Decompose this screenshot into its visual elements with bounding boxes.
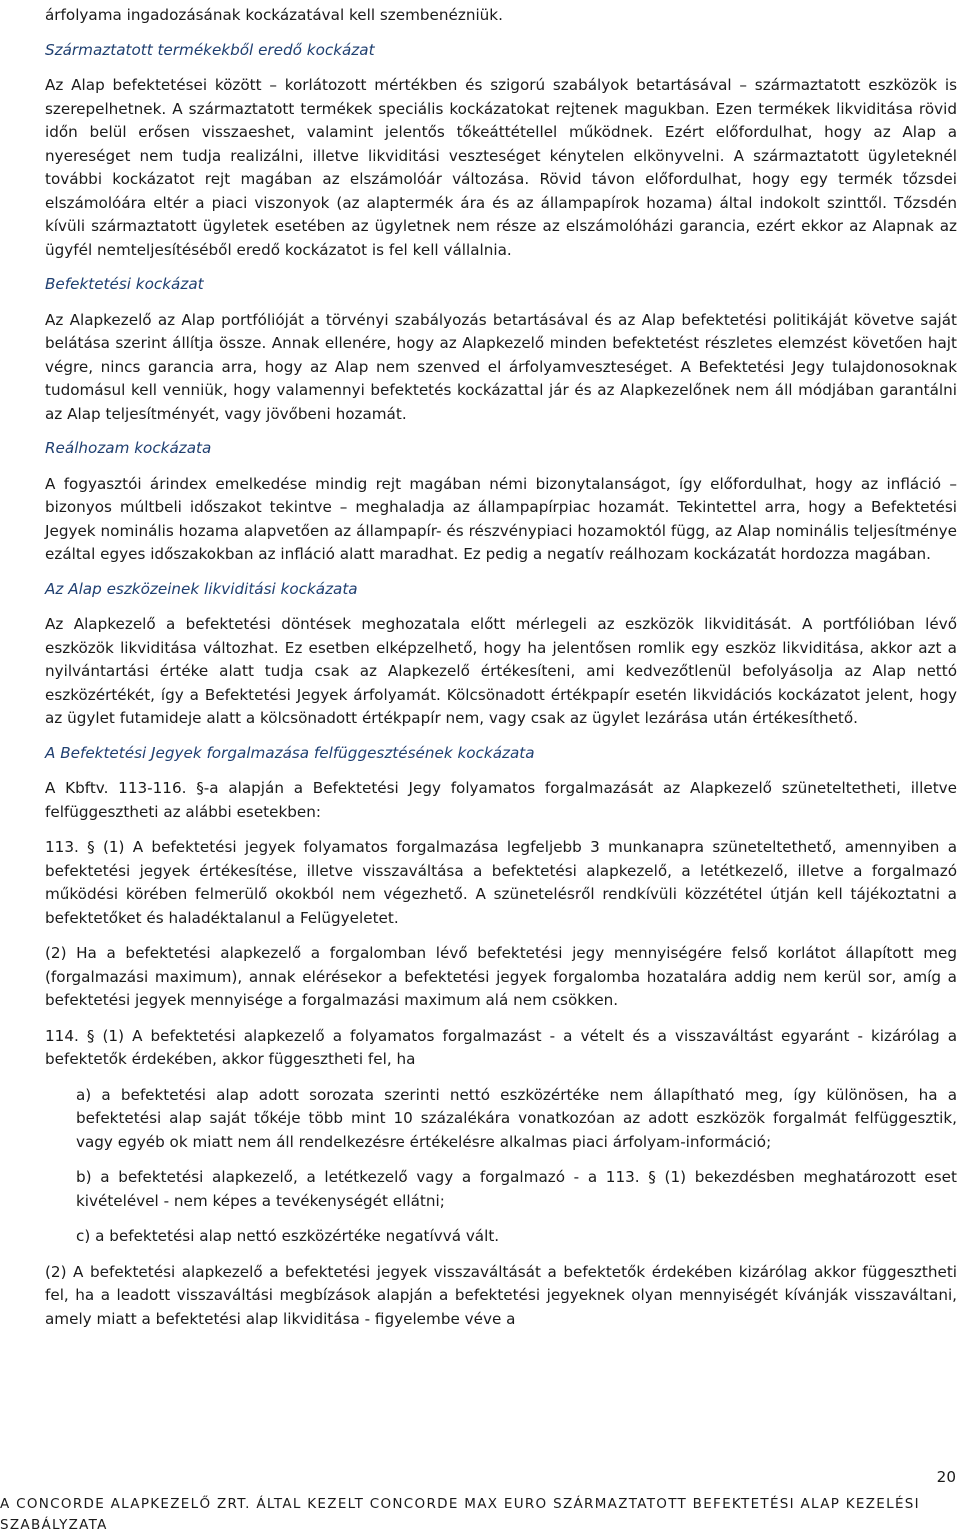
list-item: b) a befektetési alapkezelő, a letétkezelő vagy a forgalmazó - a 113. § (1) bekezdésben meghatározott eset kivételével - nem képes a tevékenységét ellátni;: [76, 1168, 957, 1210]
section-heading-real-yield-risk: Reálhozam kockázata: [45, 439, 212, 457]
footer: A CONCORDE ALAPKEZELŐ ZRT. ÁLTAL KEZELT CONCORDE MAX EURO SZÁRMAZTATOTT BEFEKTETÉSI ALAP KEZELÉSI SZABÁLYZATA: [0, 1496, 920, 1533]
paragraph: Az Alapkezelő a befektetési döntések meghozatala előtt mérlegeli az eszközök likviditását. A portfólióban lévő eszközök likviditása változhat. Ez esetben elképzelhető, hogy ha jelentősen romlik egy eszköz likviditása, akkor azt a nyilvántartási értéke alatt tudja csak az Alapkezelő értékesíteni, ami kedvezőtlenül befolyásolja az Alap nettó eszközértékét, így a Befektetési Jegyek árfolyamát. Kölcsönadott értékpapír esetén likvidációs kockázatot jelent, hogy az ügylet futamideje alatt a kölcsönadott értékpapír nem, vagy csak az ügylet lezárása után értékesíthető.: [45, 615, 957, 727]
paragraph: A fogyasztói árindex emelkedése mindig rejt magában némi bizonytalanságot, így előfordulhat, hogy az infláció – bizonyos múltbeli időszakot tekintve – meghaladja az állampapírpiac hozamát. Tekintettel arra, hogy a Befektetési Jegyek nominális hozama alapvetően az állampapír- és részvénypiaci hozamoktól függ, az Alap nominális teljesítménye ezáltal egyes időszakokban az infláció alatt maradhat. Ez pedig a negatív reálhozam kockázatát hordozza magában.: [45, 474, 957, 563]
paragraph: (2) Ha a befektetési alapkezelő a forgalomban lévő befektetési jegy mennyiségére felső korlátot állapított meg (forgalmazási maximum), annak elérésekor a befektetési jegyek forgalomba hozatalára addig nem kerül sor, amíg a befektetési jegyek mennyisége a forgalmazási maximum alá nem csökken.: [45, 944, 957, 1009]
page-number: 20: [936, 1468, 956, 1486]
list-item: c) a befektetési alap nettó eszközértéke negatívvá vált.: [76, 1227, 500, 1245]
paragraph: A Kbftv. 113-116. §-a alapján a Befektetési Jegy folyamatos forgalmazását az Alapkezelő szüneteltetheti, illetve felfüggesztheti az alábbi esetekben:: [45, 779, 957, 821]
paragraph: árfolyama ingadozásának kockázatával kell szembenézniük.: [45, 6, 503, 24]
section-heading-suspension-risk: A Befektetési Jegyek forgalmazása felfüggesztésének kockázata: [45, 743, 535, 762]
paragraph: Az Alap befektetései között – korlátozott mértékben és szigorú szabályok betartásával – származtatott eszközök is szerepelhetnek. A származtatott termékek speciális kockázatokat rejtenek magukban. Ezen termékek likviditása rövid időn belül erősen visszaeshet, valamint jelentős tőkeáttétellel működnek. Ezért előfordulhat, hogy az Alap a nyereséget nem tudja realizálni, illetve likviditási veszteséget kénytelen elkönyvelni. A származtatott ügyleteknél további kockázatot rejt magában az elszámolóár változása. Rövid távon előfordulhat, hogy egy termék tőzsdei elszámolóára eltér a piaci viszonyok (az alaptermék ára és az állampapírok hozama) által indokolt szinttől. Tőzsdén kívüli származtatott ügyletek esetében az ügyletnek nem része az elszámolóházi garancia, ezért ekkor az Alapnak az ügyfél nemteljesítéséből eredő kockázatot is fel kell vállalnia.: [45, 76, 957, 259]
list-item: a) a befektetési alap adott sorozata szerinti nettó eszközértéke nem állapítható meg, így különösen, ha a befektetési alap saját tőkéje több mint 10 százalékára vonatkozóan az adott eszközök forgalmát felfüggesztik, vagy egyéb ok miatt nem áll rendelkezésre értékelésre alkalmas piaci árfolyam-információ;: [76, 1085, 957, 1151]
paragraph: Az Alapkezelő az Alap portfólióját a törvényi szabályozás betartásával és az Alap befektetési politikáját követve saját belátása szerint állítja össze. Annak ellenére, hogy az Alapkezelő minden befektetést részletes elemzést követően hajt végre, nincs garancia arra, hogy az Alap nem szenved el árfolyamveszteséget. A Befektetési Jegy tulajdonosoknak tudomásul kell venniük, hogy valamennyi befektetés kockázattal jár és az Alapkezelőnek nem áll módjában garantálni az Alap teljesítményét, vagy jövőbeni hozamát.: [45, 310, 957, 423]
section-heading-derivatives: Származtatott termékekből eredő kockázat: [45, 40, 375, 59]
paragraph: 113. § (1) A befektetési jegyek folyamatos forgalmazása legfeljebb 3 munkanapra szüneteltethető, amennyiben a befektetési jegyek értékesítése, illetve visszaváltása a befektetési alapkezelő, a letétkezelő, illetve a forgalmazó működési körében felmerülő okokból nem végezhető. A szünetelésről rendkívüli közzététel útján kell tájékoztatni a befektetőket és haladéktalanul a Felügyeletet.: [45, 838, 957, 927]
paragraph: 114. § (1) A befektetési alapkezelő a folyamatos forgalmazást - a vételt és a visszaváltást egyaránt - kizárólag a befektetők érdekében, akkor függesztheti fel, ha: [45, 1026, 957, 1068]
document-body: [45, 0, 957, 1331]
paragraph: (2) A befektetési alapkezelő a befektetési jegyek visszaváltását a befektetők érdekében kizárólag akkor függesztheti fel, ha a leadott visszaváltási megbízások alapján a befektetési jegyeknek olyan mennyiségét kívánják visszaváltani, amely miatt a befektetési alap likviditása - figyelembe véve a: [45, 1262, 957, 1328]
section-heading-investment-risk: Befektetési kockázat: [45, 275, 204, 293]
section-heading-liquidity-risk: Az Alap eszközeinek likviditási kockázata: [45, 579, 358, 598]
